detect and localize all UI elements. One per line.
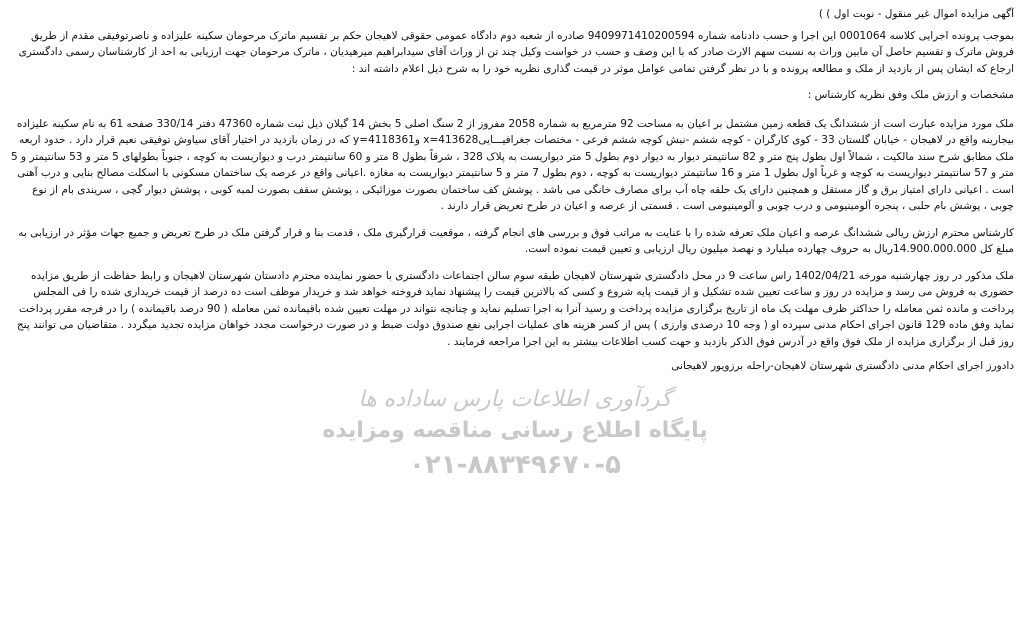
notice-paragraph-property: ملک مورد مزایده عبارت است از ششدانگ یک قطعه زمین مشتمل بر اعیان به مساحت 92 مترمربع به شماره 2058 مفروز از 2 سنگ اصلی 5 بخش 14 گیلان ذیل ثبت شماره 47360 دفتر 330/14 صفحه 61 به نام سکینه علیزاده بیجارینه واقع در لاهیجان - خیابان گلستان 33 - کوی کارگران - کوچه ششم -نبش کوچه ششم فرعی - مختصات جغرافیـــایی413628=x و4118361=y که در زمان بازدید در اختیار آقای سیاوش توفیقی نعیم قرار دارد . حدود اربعه ملک مطابق شرح سند مالکیت ، شمالاً اول بطول پنج متر و 82 سانتیمتر دیوار به دیوار دوم بطول 5 متر دیواریست به پلاک 328 ، شرقاً بطول 8 متر و 60 سانتیمتر درب و دیواریست به کوچه ، جنوباً بطولهای 5 متر و 53 سانتیمتر و 5 متر و 57 سانتیمتر دیواریست به کوچه و غرباً اول بطول 1 متر و 16 سانتیمتر دیواریست به کوچه ، دوم بطول 7 متر و 5 سانتیمتر دیواریست به مغازه .اعیانی واقع در عرصه یک ساختمان مسکونی با اسکلت مصالح بنایی و درب آهنی است . اعیانی دارای امتیاز برق و گاز مستقل و همچنین دارای یک حلقه چاه آب برای مصارف خانگی می باشد . پوشش کف ساختمان بصورت موزائیکی ، پوشش سقف بصورت لمبه کوبی ، پوشش دیوار گچی ، سریندی بام از نوع چوبی ، پوشش بام حلبی ، پنجره آلومینیومی و درب چوبی و آلومینیومی است . قسمتی از عرصه و اعیان در طرح تعریض قرار دارند . [11, 117, 1014, 212]
notice-paragraph-auction-terms: ملک مذکور در روز چهارشنبه مورخه 1402/04/21 راس ساعت 9 در محل دادگستری شهرستان لاهیجان طبقه سوم سالن اجتماعات دادگستری با حضور نماینده محترم دادستان شهرستان لاهیجان و رابط حفاظت از طریق مزایده حضوری به فروش می رسد و مزایده در روز و ساعت تعیین شده تشکیل و از قیمت پایه شروع و کسی که بالاترین قیمت را پیشنهاد نماید فروخته خواهد شد و خریدار موظف است ده درصد از قیمت خریداری شده را فی المجلس پرداخت و مانده ثمن معامله را حداکثر ظرف مهلت یک ماه از تاریخ برگزاری مزایده پرداخت و رسید آنرا به اجرا تسلیم نماید و چنانچه نتواند در مهلت تعیین شده باقیمانده ثمن معامله ( 90 درصد باقیمانده ) را در فرجه مقرر پرداخت نماید وفق ماده 129 قانون اجرای احکام مدنی سپرده او ( وجه 10 درصدی وارزی ) پس از کسر هزینه های عملیات اجرایی نفع صندوق دولت ضبط و در صورت درخواست مجدد خواهان مزایده تجدید میگردد . متقاضیان می توانند پنج روز قبل از برگزاری مزایده از ملک فوق واقع در آدرس فوق الذکر بازدید و جهت کسب اطلاعات بیشتر به این اجرا مراجعه فرمایند . [16, 269, 1014, 348]
notice-title: آگهی مزایده اموال غیر منقول - نوبت اول ) ) [818, 8, 1014, 20]
notice-section-heading: مشخصات و ارزش ملک وفق نظریه کارشناس : [807, 89, 1014, 101]
watermark-line-1: گردآوری اطلاعات پارس ساداده ها [358, 387, 672, 412]
notice-document [8, 6, 1014, 375]
watermark [300, 385, 730, 483]
watermark-line-2: پایگاه اطلاع رسانی مناقصه ومزایده [322, 418, 708, 443]
notice-paragraph-intro: بموجب پرونده اجرایی کلاسه 0001064 این اجرا و حسب دادنامه شماره 9409971410200594 صادره از شعبه دوم دادگاه عمومی حقوقی لاهیجان حکم بر تقسیم ماترک مرحومان سکینه علیزاده و ناصرتوفیقی مقدم از طریق فروش ماترک و تقسیم حاصل آن مابین وراث به نسبت سهم الارث صادر که با این وصف و حسب در خواست وکیل چند تن از وراث آقای سیدابراهیم میرهیدیان ، ماترک مرحومان جهت ارزیابی به احد از کارشناسان رسمی دادگستری ارجاع که ایشان پس از بازدید از ملک و مطالعه پرونده و با در نظر گرفتن تمامی عوامل موثر در قیمت گذاری نظریه خود را به شرح ذیل اعلام داشته اند : [18, 29, 1014, 75]
notice-paragraph-valuation: کارشناس محترم ارزش ریالی ششدانگ عرصه و اعیان ملک تعرفه شده را با عنایت به مراتب فوق و بررسی های انجام گرفته ، موقعیت قرارگیری ملک ، قدمت بنا و قرار گرفتن ملک در طرح تعریض و جمیع جهات مؤثر در ارزیابی به مبلغ کل 14.900.000.000ریال به حروف چهارده میلیارد و نهصد میلیون ریال ارزیابی و تعیین قیمت نموده است. [18, 226, 1014, 255]
notice-signature: دادورز اجرای احکام مدنی دادگستری شهرستان لاهیجان-راحله برزویور لاهیجانی [671, 360, 1014, 372]
watermark-phone: ۰۲۱-۸۸۳۴۹۶۷۰-۵ [408, 450, 621, 480]
